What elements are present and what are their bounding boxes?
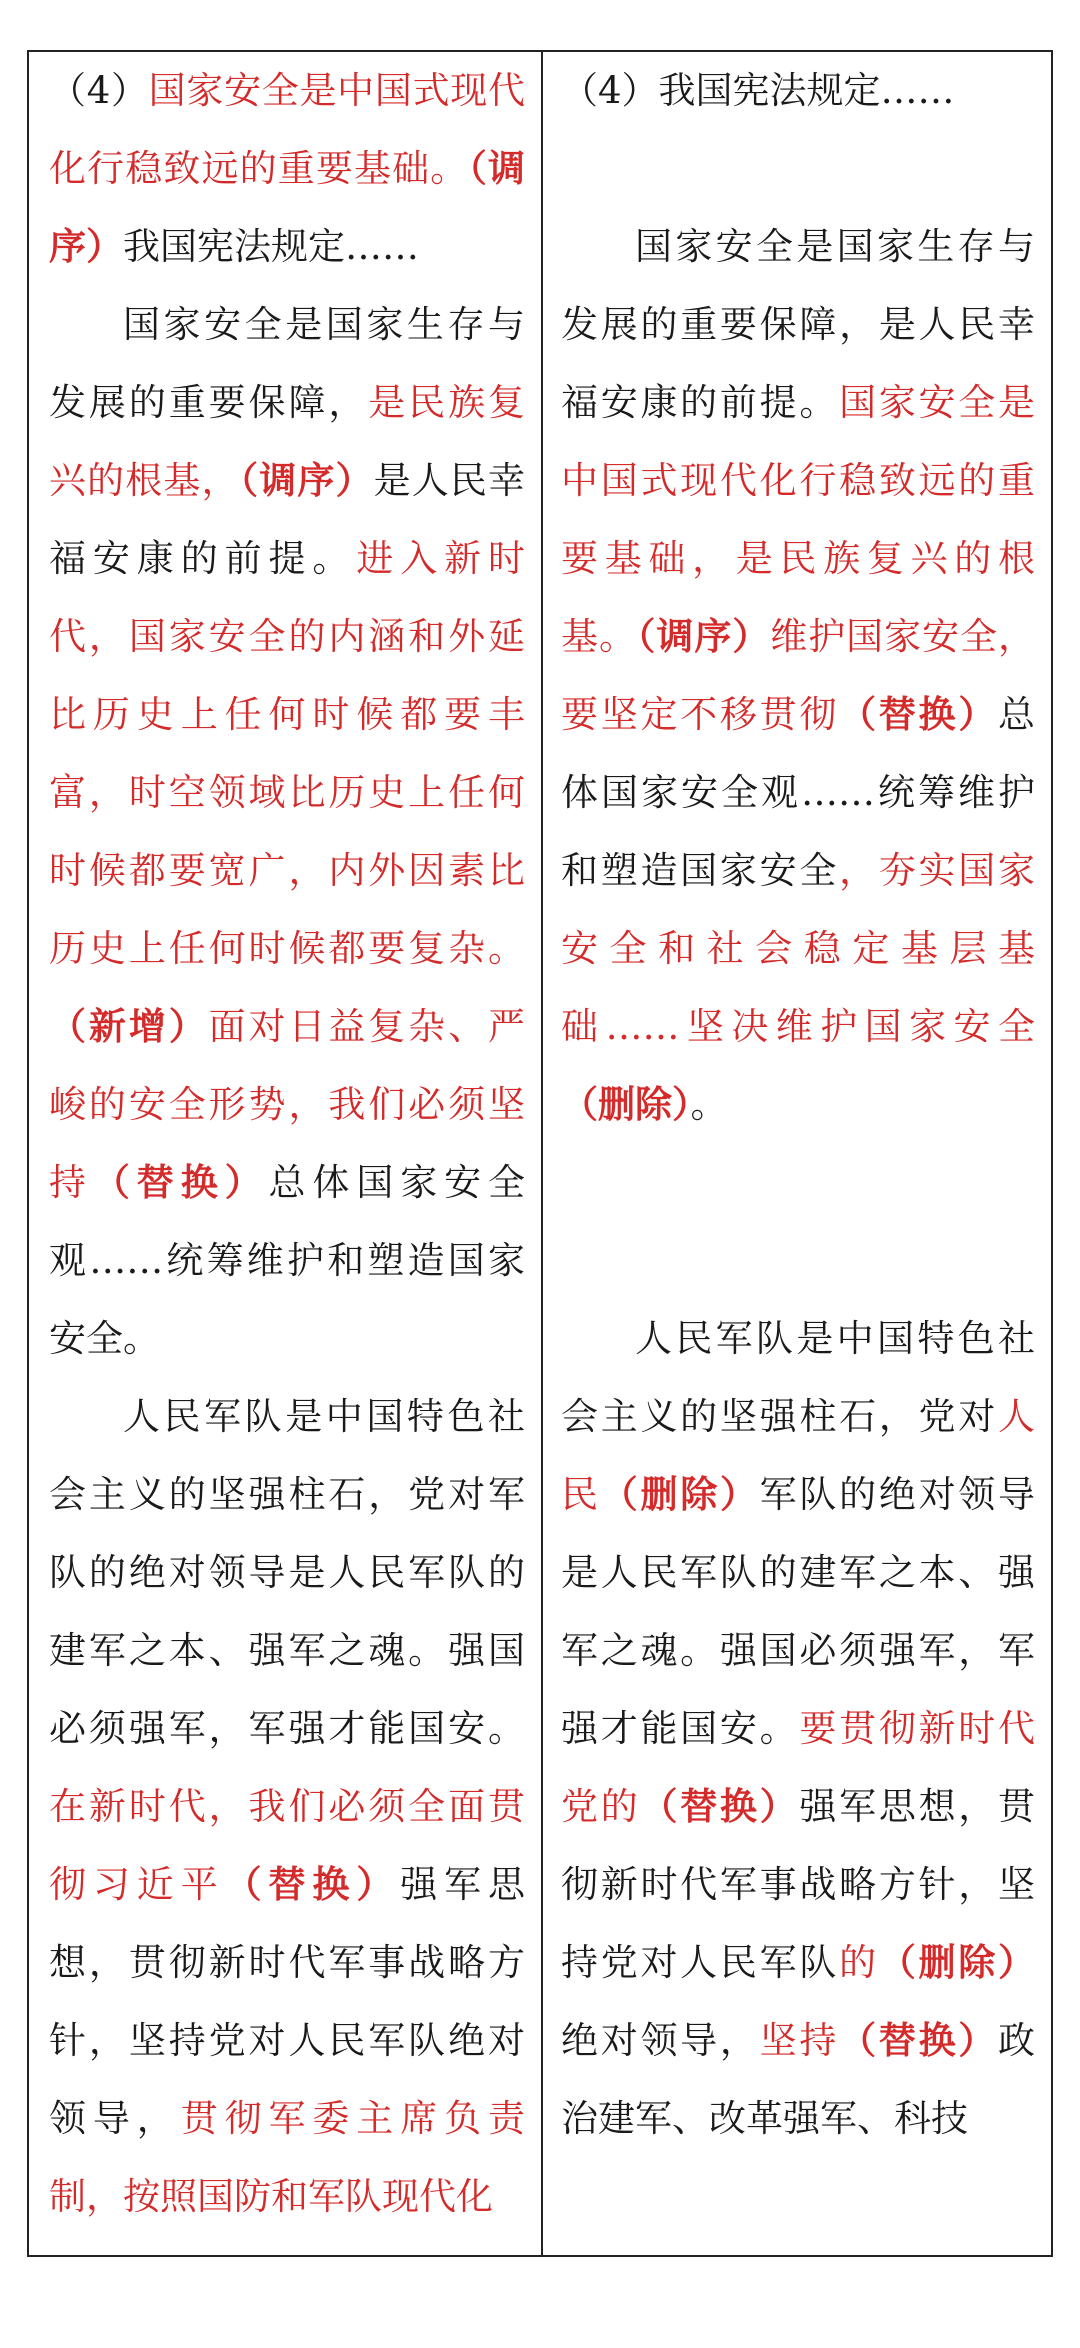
- edit-tag: （删除）: [561, 1083, 691, 1126]
- body-text: 我国宪法规定……: [123, 225, 419, 268]
- body-text: 强军思想，贯彻新时代军事战略方针，坚持党对人民军队: [561, 1785, 1036, 1984]
- red-text: 的: [839, 1941, 879, 1984]
- right-column: [561, 52, 1035, 2158]
- red-text: 坚持: [759, 2019, 840, 2062]
- edit-tag: （替换）: [224, 1863, 401, 1906]
- red-text: 国家安全是中国式现代化行稳致远的重要基础。: [49, 69, 525, 190]
- right-paragraph-army: [561, 1300, 1035, 2158]
- left-paragraph-army: [49, 1378, 525, 2236]
- body-text: 国家安全是国家生存与发展的重要保障，: [49, 303, 525, 424]
- edit-tag: （替换）: [839, 693, 999, 736]
- body-text: 是人民幸福安康的前提。: [49, 459, 525, 580]
- comparison-table: [27, 50, 1053, 2257]
- right-paragraph-4-heading: [561, 52, 1035, 130]
- red-text: 国家安全是中国式现代化行稳致远的重要基础，是民族复兴的根基。: [561, 381, 1036, 658]
- spacer: [561, 1144, 1035, 1222]
- edit-tag: （调序）: [239, 459, 374, 502]
- body-text: 。: [690, 1083, 728, 1126]
- left-paragraph-national-security: [49, 286, 525, 1378]
- body-text: 人民军队是中国特色社会主义的坚强柱石，党对: [561, 1317, 1035, 1438]
- body-text: 国家安全是国家生存与发展的重要保障，是人民幸福安康的前提。: [561, 225, 1035, 424]
- edit-tag: （调序）: [49, 147, 525, 268]
- left-paragraph-4-heading: [49, 52, 525, 286]
- item-number: （4）: [561, 69, 659, 112]
- body-text: 政治建军、改革强军、科技: [561, 2019, 1036, 2140]
- red-text: 人民: [561, 1395, 1035, 1516]
- body-text: 我国宪法规定……: [658, 69, 955, 112]
- body-text: 人民军队是中国特色社会主义的坚强柱石，党对军队的绝对领导是人民军队的建军之本、强军之魂。强国必须强军，军强才能国安。: [49, 1395, 525, 1750]
- body-text: 绝对领导，: [561, 2019, 760, 2062]
- red-text: 贯彻军委主席负责制，按照国防和军队现代化: [49, 2097, 526, 2218]
- red-text: ，夯实国家安全和社会稳定基层基础……坚决维护国家安全: [561, 849, 1036, 1048]
- red-text: 是民族复兴的根基，: [49, 381, 526, 502]
- edit-tag: （替换）: [92, 1161, 269, 1204]
- red-text: 维护国家安全，要坚定不移贯彻: [561, 615, 1036, 736]
- edit-tag: （删除）: [878, 1941, 1036, 1984]
- spacer: [561, 1222, 1035, 1300]
- red-text: 面对日益复杂、严峻的安全形势，我们必须坚持: [49, 1005, 526, 1204]
- body-text: 总体国家安全观……统筹维护和塑造国家安全: [561, 693, 1036, 892]
- edit-tag: （新增）: [49, 1005, 209, 1048]
- column-divider: [541, 52, 543, 2255]
- spacer: [561, 130, 1035, 208]
- body-text: 强军思想，贯彻新时代军事战略方针，坚持党对人民军队绝对领导，: [49, 1863, 526, 2140]
- right-paragraph-national-security: [561, 208, 1035, 1144]
- edit-tag: （替换）: [839, 2019, 999, 2062]
- edit-tag: （调序）: [636, 615, 771, 658]
- red-text: 进入新时代，国家安全的内涵和外延比历史上任何时候都要丰富，时空领域比历史上任何时候都要宽广，内外因素比历史上任何时候都要复杂。: [49, 537, 526, 970]
- red-text: 在新时代，我们必须全面贯彻习近平: [49, 1785, 525, 1906]
- edit-tag: （删除）: [600, 1473, 760, 1516]
- left-column: [49, 52, 525, 2236]
- body-text: 总体国家安全观……统筹维护和塑造国家安全。: [49, 1161, 526, 1360]
- item-number: （4）: [49, 69, 149, 112]
- edit-tag: （替换）: [640, 1785, 800, 1828]
- body-text: 军队的绝对领导是人民军队的建军之本、强军之魂。强国必须强军，军强才能国安。: [561, 1473, 1036, 1750]
- red-text: 要贯彻新时代党的: [561, 1707, 1036, 1828]
